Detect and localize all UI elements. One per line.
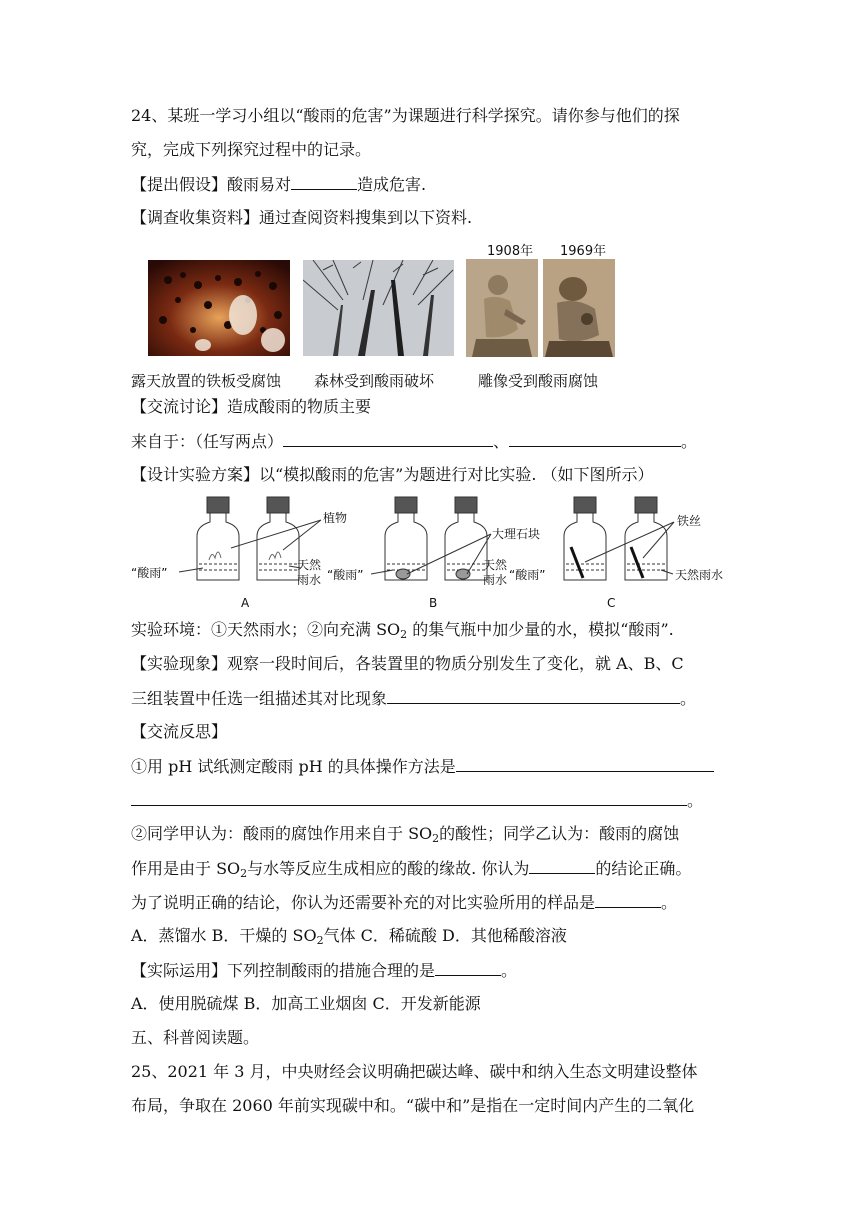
opt1-sub: 2 xyxy=(316,934,324,947)
statue-1908-photo xyxy=(466,259,538,357)
env-text-b: 的集气瓶中加少量的水，模拟“酸雨”. xyxy=(407,620,674,639)
opt1-text-a: A．蒸馏水 B．干燥的 SO xyxy=(131,926,317,945)
apply-line xyxy=(131,960,517,981)
ph-line xyxy=(131,756,714,777)
label-acid-b: “酸雨” xyxy=(327,568,364,582)
design-line: 【设计实验方案】以“模拟酸雨的危害”为题进行对比实验. （如下图所示） xyxy=(131,465,654,484)
r2-text-1a: ②同学甲认为：酸雨的腐蚀作用来自于 SO xyxy=(131,824,433,843)
phenomenon-text: 三组装置中任选一组描述其对比现象 xyxy=(131,689,388,708)
damaged-forest-photo xyxy=(303,260,454,356)
label-group-b: B xyxy=(429,596,438,610)
label-group-a: A xyxy=(241,596,250,610)
env-text-a: 实验环境：①天然雨水；②向充满 SO xyxy=(131,620,401,639)
label-natural-rain-c: 天然雨水 xyxy=(675,568,724,582)
hypothesis-text-a: 酸雨易对 xyxy=(227,175,292,194)
rusted-iron-photo xyxy=(148,260,290,356)
options-line2: A．使用脱硫煤 B．加高工业烟囱 C．开发新能源 xyxy=(131,994,481,1013)
ph-blank-2[interactable] xyxy=(131,790,687,806)
r2-text-3b: 。 xyxy=(661,893,678,912)
experiment-diagram xyxy=(131,492,731,612)
source-blank-2[interactable] xyxy=(509,431,681,447)
hypothesis-tag: 【提出假设】 xyxy=(131,175,228,194)
env-sub: 2 xyxy=(400,628,408,641)
reflection2-line3 xyxy=(131,892,677,913)
source-text: 来自于：（任写两点） xyxy=(131,432,284,451)
bottle-c2 xyxy=(625,497,667,580)
r2-blank-conclusion[interactable] xyxy=(529,858,595,874)
label-group-c: C xyxy=(607,596,616,610)
label-wire: 铁丝 xyxy=(677,514,702,528)
q25-line1: 25、2021 年 3 月，中央财经会议明确把碳达峰、碳中和纳入生态文明建设整体 xyxy=(131,1062,698,1081)
label-acid-c: “酸雨” xyxy=(509,568,546,582)
reflection-line: 【交流反思】 xyxy=(131,722,228,741)
year-1908: 1908年 xyxy=(487,244,534,259)
reflection2-line2 xyxy=(131,858,691,884)
year-1969: 1969年 xyxy=(560,244,607,259)
statue-1969-photo xyxy=(543,259,615,357)
bottle-a2 xyxy=(257,497,299,580)
opt1-text-b: 气体 C．稀硫酸 D．其他稀酸溶液 xyxy=(323,926,567,945)
r2-text-1b: 的酸性；同学乙认为：酸雨的腐蚀 xyxy=(439,824,680,843)
reflection2-line1 xyxy=(131,824,679,849)
label-marble: 大理石块 xyxy=(492,527,541,541)
hypothesis-blank[interactable] xyxy=(291,174,357,190)
q24-intro-line2: 究，完成下列探究过程中的记录。 xyxy=(131,140,372,159)
r2-blank-sample[interactable] xyxy=(595,892,661,908)
r2-text-2b: 与水等反应生成相应的酸的缘故. 你认为 xyxy=(247,859,530,878)
q25-line2: 布局，争取在 2060 年前实现碳中和。“碳中和”是指在一定时间内产生的二氧化 xyxy=(131,1096,695,1115)
caption-forest: 森林受到酸雨破坏 xyxy=(314,372,435,390)
bottle-c1 xyxy=(564,497,606,580)
label-natural-a: 天然 xyxy=(297,558,322,572)
bottle-a1 xyxy=(197,497,239,580)
label-natural-b: 天然 xyxy=(483,558,508,572)
source-separator: 、 xyxy=(493,432,510,451)
apply-text-a: 【实际运用】下列控制酸雨的措施合理的是 xyxy=(131,961,436,980)
source-line xyxy=(131,431,697,452)
label-acid-a: “酸雨” xyxy=(131,566,168,580)
phenomenon-blank[interactable] xyxy=(387,688,680,704)
caption-iron: 露天放置的铁板受腐蚀 xyxy=(131,372,282,390)
r2-text-2a: 作用是由于 SO xyxy=(131,859,241,878)
bottles-svg xyxy=(131,492,731,612)
options-line1 xyxy=(131,926,567,951)
environment-line xyxy=(131,620,674,645)
r2-text-2c: 的结论正确。 xyxy=(595,859,692,878)
label-plant: 植物 xyxy=(323,511,348,525)
ph-blank-1[interactable] xyxy=(456,756,714,772)
label-rain-a: 雨水 xyxy=(297,573,322,587)
hypothesis-text-b: 造成危害. xyxy=(357,175,427,194)
survey-line: 【调查收集资料】通过查阅资料搜集到以下资料. xyxy=(131,208,473,227)
ph-line2 xyxy=(131,790,703,811)
apply-blank[interactable] xyxy=(435,960,501,976)
phenomenon-end: 。 xyxy=(680,689,697,708)
discussion-line: 【交流讨论】造成酸雨的物质主要 xyxy=(131,397,372,416)
phenomenon-line1: 【实验现象】观察一段时间后，各装置里的物质分别发生了变化，就 A、B、C xyxy=(131,654,684,673)
ph-text: ①用 pH 试纸测定酸雨 pH 的具体操作方法是 xyxy=(131,757,456,776)
source-end: 。 xyxy=(681,432,698,451)
source-blank-1[interactable] xyxy=(283,431,493,447)
label-rain-b: 雨水 xyxy=(483,573,508,587)
section5-heading: 五、科普阅读题。 xyxy=(131,1028,260,1047)
r2-sub-1: 2 xyxy=(432,832,440,845)
hypothesis-line xyxy=(131,174,426,195)
caption-statue: 雕像受到酸雨腐蚀 xyxy=(478,372,599,390)
apply-text-b: 。 xyxy=(501,961,518,980)
r2-text-3a: 为了说明正确的结论，你认为还需要补充的对比实验所用的样品是 xyxy=(131,893,596,912)
r2-sub-2: 2 xyxy=(240,867,248,880)
phenomenon-line2 xyxy=(131,688,696,709)
q24-intro-line1: 24、某班一学习小组以“酸雨的危害”为课题进行科学探究。请你参与他们的探 xyxy=(131,106,680,125)
ph-end: 。 xyxy=(687,791,704,810)
